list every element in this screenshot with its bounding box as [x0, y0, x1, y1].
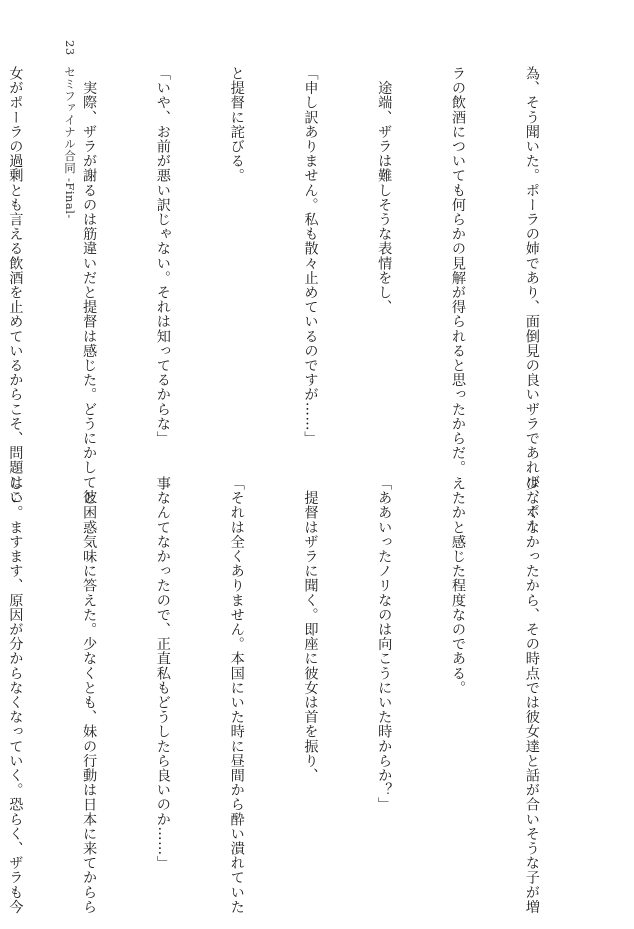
text-line: と困惑気味に答えた。少なくとも、妹の行動は日本に来てからら [81, 476, 98, 914]
text-line: ラの飲酒についても何らかの見解が得られると思ったからだ。 [450, 66, 467, 475]
text-line: えたかと感じた程度なのである。 [450, 476, 467, 695]
page-number: 23 [63, 40, 77, 56]
text-line: 少なくなかったから、その時点では彼女達と話が合いそうな子が増 [523, 476, 540, 914]
text-line: 途端、ザラは難しそうな表情をし、 [376, 66, 393, 315]
book-title: セミファイナル合同 -Final- [63, 65, 77, 219]
text-line: 「ああいったノリなのは向こうにいた時からか？」 [376, 476, 393, 812]
text-line: 実際、ザラが謝るのは筋違いだと提督は感じた。どうにかして彼 [81, 66, 98, 504]
text-line: 為、そう聞いた。ポーラの姉であり、面倒見の良いザラであれば、ポー [523, 66, 540, 534]
text-line: 女がポーラの過剰とも言える飲酒を止めているからこそ、問題はこ [7, 66, 24, 504]
text-line: 「いや、お前が悪い訳じゃない。それは知ってるからな」 [154, 66, 171, 446]
lower-text-block [0, 476, 593, 914]
upper-text-block [0, 66, 593, 534]
text-line: 提督はザラに聞く。即座に彼女は首を振り、 [302, 476, 319, 783]
text-line: 「それは全くありません。本国にいた時に昼間から酔い潰れていた [228, 476, 245, 914]
text-line: と提督に詫びる。 [228, 66, 245, 183]
text-line: しい。ますます、原因が分からなくなっていく。恐らく、ザラも今 [7, 476, 24, 914]
text-line: 事なんてなかったので、正直私もどうしたら良いのか……」 [154, 476, 171, 871]
text-line: 「申し訳ありません。私も散々止めているのですが……」 [302, 66, 319, 446]
